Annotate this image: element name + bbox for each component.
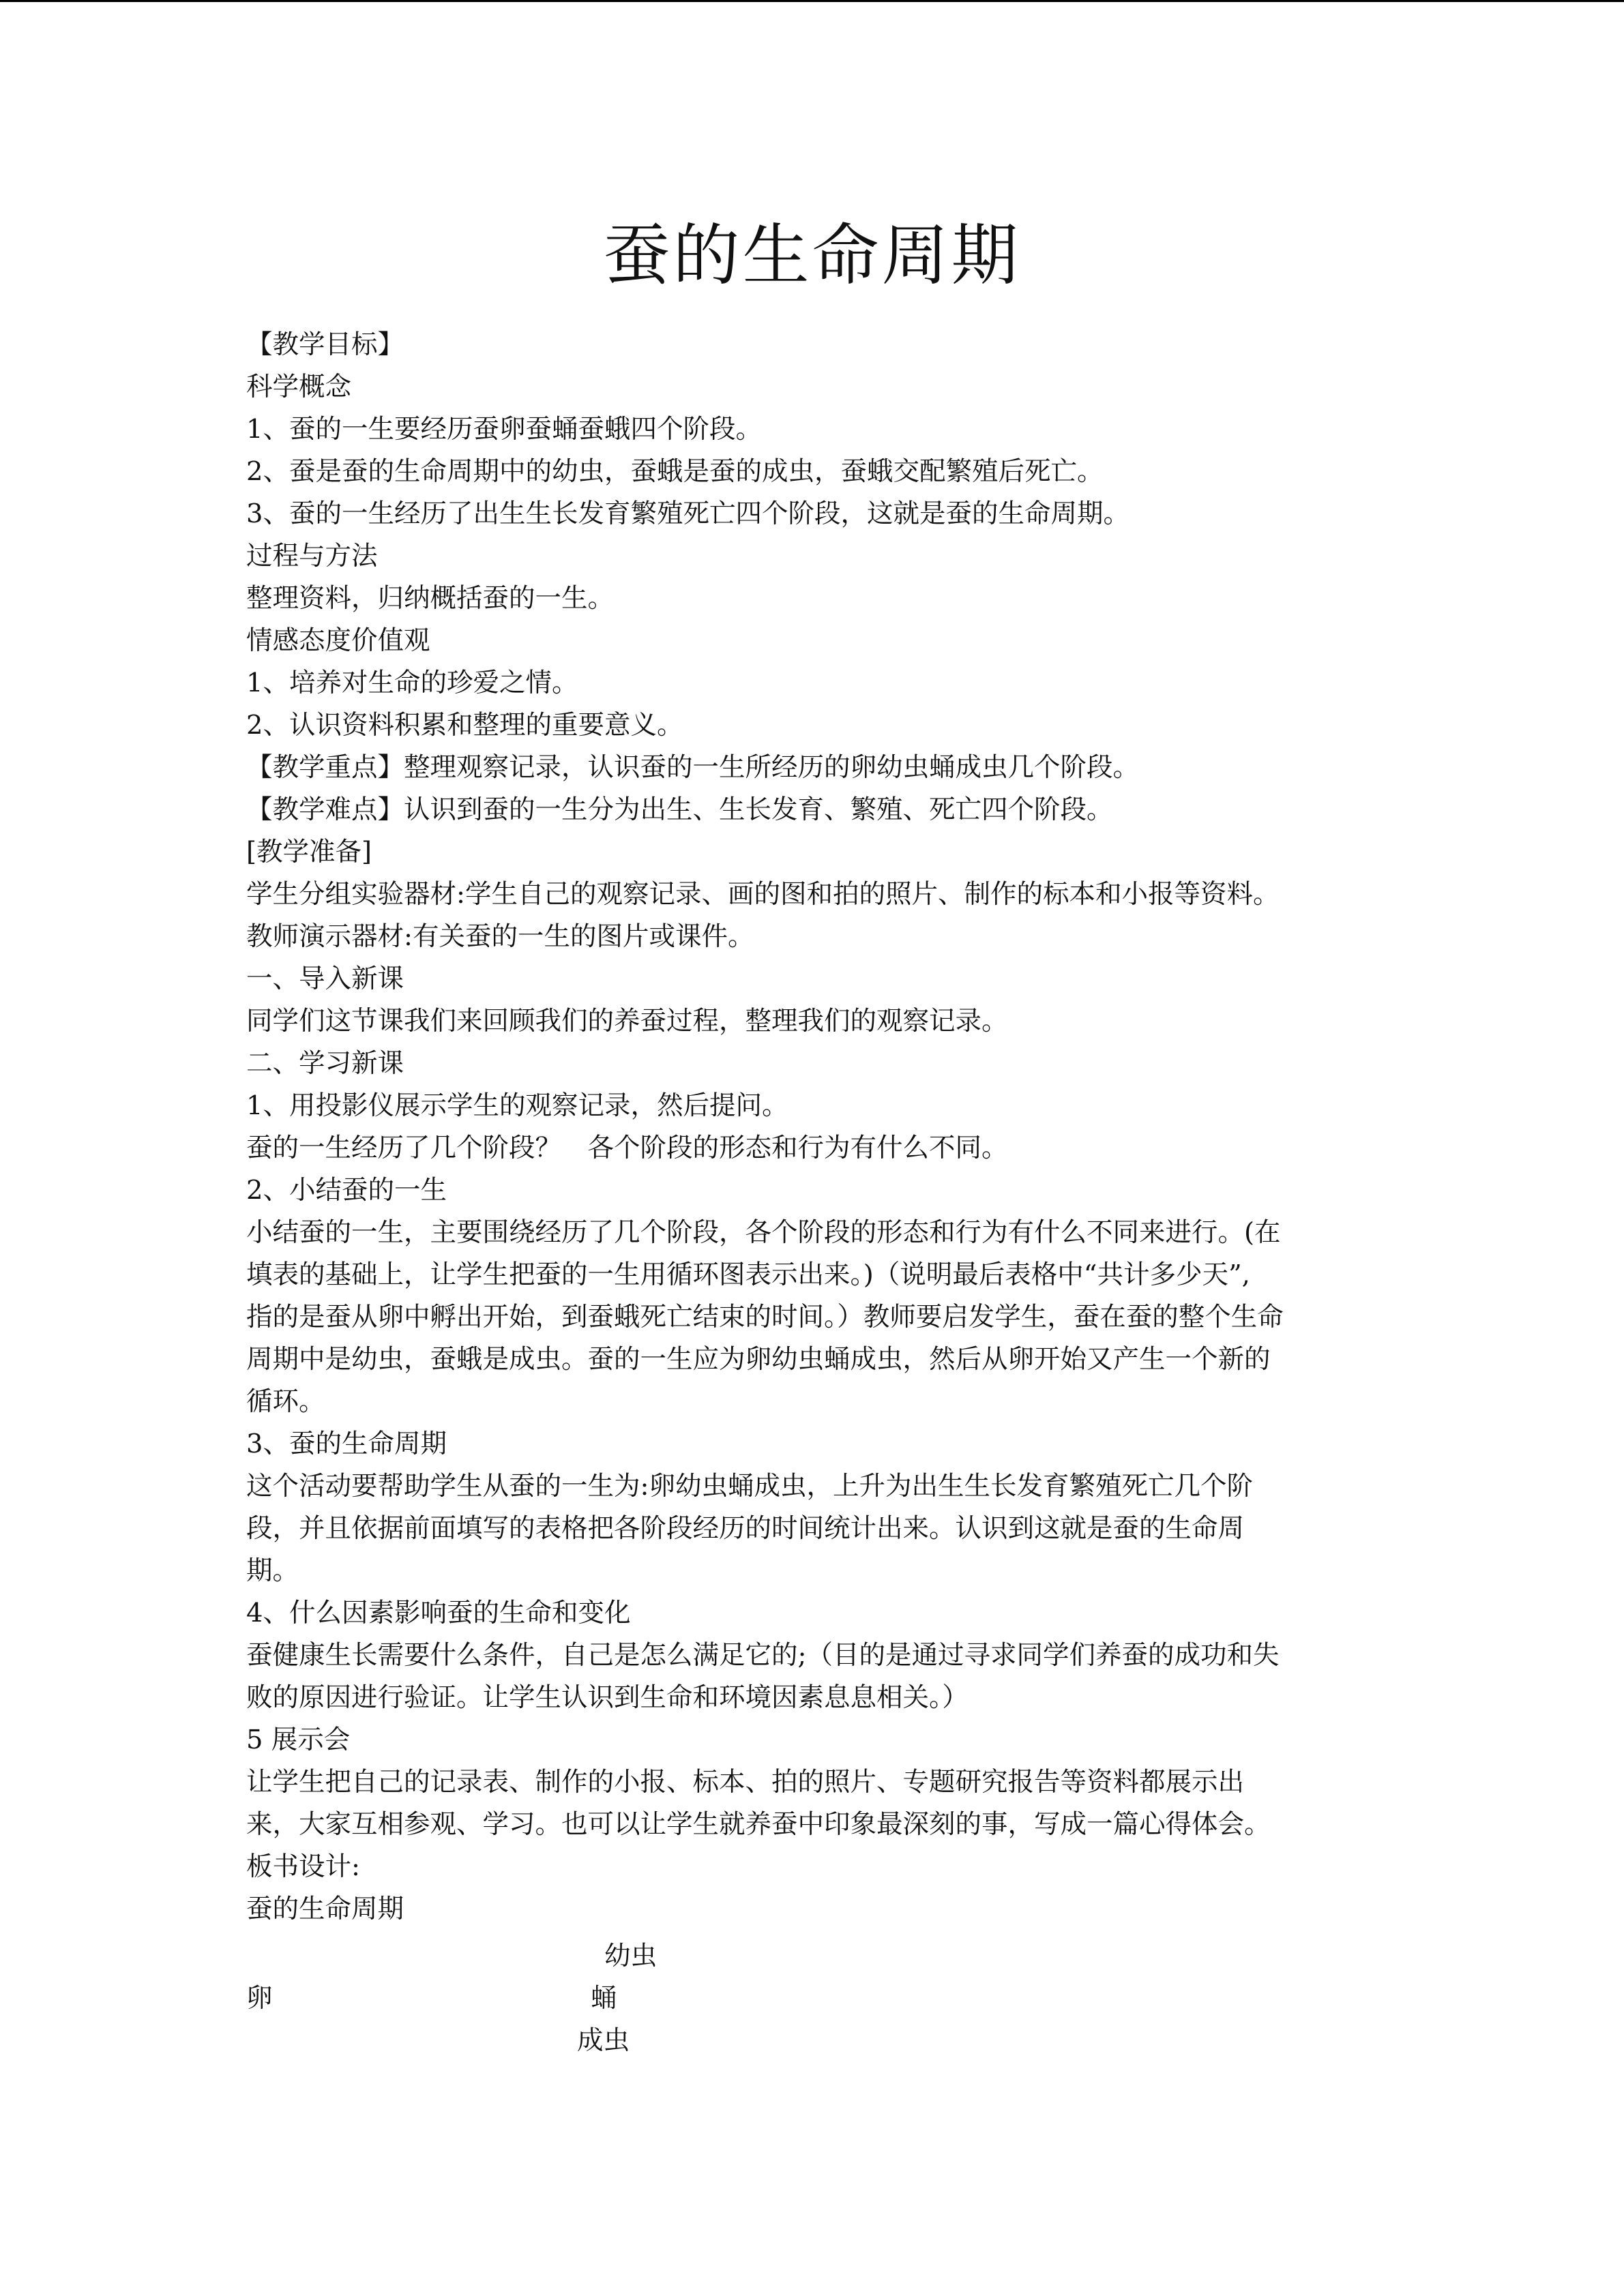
- paragraph-line: 周期中是幼虫，蚕蛾是成虫。蚕的一生应为卵幼虫蛹成虫，然后从卵开始又产生一个新的: [246, 1344, 1271, 1375]
- life-cycle-diagram: [246, 1935, 792, 2072]
- paragraph-line: 让学生把自己的记录表、制作的小报、标本、拍的照片、专题研究报告等资料都展示出: [246, 1767, 1245, 1798]
- paragraph-line: 蚕的一生经历了几个阶段？ 各个阶段的形态和行为有什么不同。: [246, 1133, 1008, 1163]
- subheading-process-methods: 过程与方法: [246, 541, 378, 571]
- paragraph-line: 1、用投影仪展示学生的观察记录，然后提问。: [246, 1090, 788, 1121]
- subheading-life-cycle: 3、蚕的生命周期: [246, 1429, 447, 1459]
- paragraph-line: 学生分组实验器材:学生自己的观察记录、画的图和拍的照片、制作的标本和小报等资料。: [246, 879, 1280, 910]
- section-heading-preparation: [教学准备]: [246, 837, 372, 867]
- paragraph-line: 教师演示器材:有关蚕的一生的图片或课件。: [246, 921, 754, 952]
- paragraph-line: 同学们这节课我们来回顾我们的养蚕过程，整理我们的观察记录。: [246, 1006, 1008, 1037]
- board-design-title: 蚕的生命周期: [246, 1894, 404, 1924]
- diagram-label-adult: 成虫: [577, 2025, 630, 2056]
- paragraph-line: 2、认识资料积累和整理的重要意义。: [246, 710, 683, 741]
- teaching-key-points: 【教学重点】整理观察记录，认识蚕的一生所经历的卵幼虫蛹成虫几个阶段。: [246, 752, 1140, 783]
- subheading-exhibition: 5 展示会: [246, 1725, 351, 1755]
- page-title: 蚕的生命周期: [603, 217, 1021, 295]
- section-heading-introduction: 一、导入新课: [246, 964, 404, 994]
- paragraph-line: 段，并且依据前面填写的表格把各阶段经历的时间统计出来。认识到这就是蚕的生命周: [246, 1513, 1245, 1544]
- paragraph-line: 1、培养对生命的珍爱之情。: [246, 668, 578, 698]
- top-border-rule: [0, 0, 1624, 2]
- paragraph-line: 整理资料，归纳概括蚕的一生。: [246, 583, 615, 614]
- subheading-summary: 2、小结蚕的一生: [246, 1175, 447, 1206]
- paragraph-line: 蚕健康生长需要什么条件，自己是怎么满足它的;（目的是通过寻求同学们养蚕的成功和失: [246, 1640, 1280, 1671]
- paragraph-line: 2、蚕是蚕的生命周期中的幼虫，蚕蛾是蚕的成虫，蚕蛾交配繁殖后死亡。: [246, 456, 1104, 487]
- subheading-attitudes-values: 情感态度价值观: [246, 625, 430, 656]
- diagram-label-larva: 幼虫: [604, 1941, 658, 1971]
- diagram-label-egg: 卵: [246, 1983, 273, 2014]
- paragraph-line: 败的原因进行验证。让学生认识到生命和环境因素息息相关。）: [246, 1682, 969, 1713]
- paragraph-line: 指的是蚕从卵中孵出开始，到蚕蛾死亡结束的时间。）教师要启发学生，蚕在蚕的整个生命: [246, 1302, 1284, 1332]
- paragraph-line: 期。: [246, 1555, 299, 1586]
- document-body: [246, 324, 1392, 1930]
- paragraph-line: 来，大家互相参观、学习。也可以让学生就养蚕中印象最深刻的事，写成一篇心得体会。: [246, 1809, 1271, 1840]
- paragraph-line: 循环。: [246, 1386, 325, 1417]
- paragraph-line: 这个活动要帮助学生从蚕的一生为:卵幼虫蛹成虫，上升为出生生长发育繁殖死亡几个阶: [246, 1471, 1253, 1502]
- subheading-science-concepts: 科学概念: [246, 372, 352, 402]
- diagram-label-pupa: 蛹: [591, 1983, 617, 2014]
- subheading-board-design: 板书设计:: [246, 1851, 360, 1882]
- teaching-difficulties: 【教学难点】认识到蚕的一生分为出生、生长发育、繁殖、死亡四个阶段。: [246, 794, 1113, 825]
- section-heading-objectives: 【教学目标】: [246, 329, 404, 360]
- paragraph-line: 小结蚕的一生，主要围绕经历了几个阶段，各个阶段的形态和行为有什么不同来进行。(在: [246, 1217, 1281, 1248]
- paragraph-line: 填表的基础上，让学生把蚕的一生用循环图表示出来。)（说明最后表格中“共计多少天”,: [246, 1259, 1250, 1290]
- subheading-influencing-factors: 4、什么因素影响蚕的生命和变化: [246, 1598, 631, 1628]
- paragraph-line: 3、蚕的一生经历了出生生长发育繁殖死亡四个阶段，这就是蚕的生命周期。: [246, 498, 1130, 529]
- paragraph-line: 1、蚕的一生要经历蚕卵蚕蛹蚕蛾四个阶段。: [246, 414, 762, 445]
- section-heading-new-lesson: 二、学习新课: [246, 1048, 404, 1079]
